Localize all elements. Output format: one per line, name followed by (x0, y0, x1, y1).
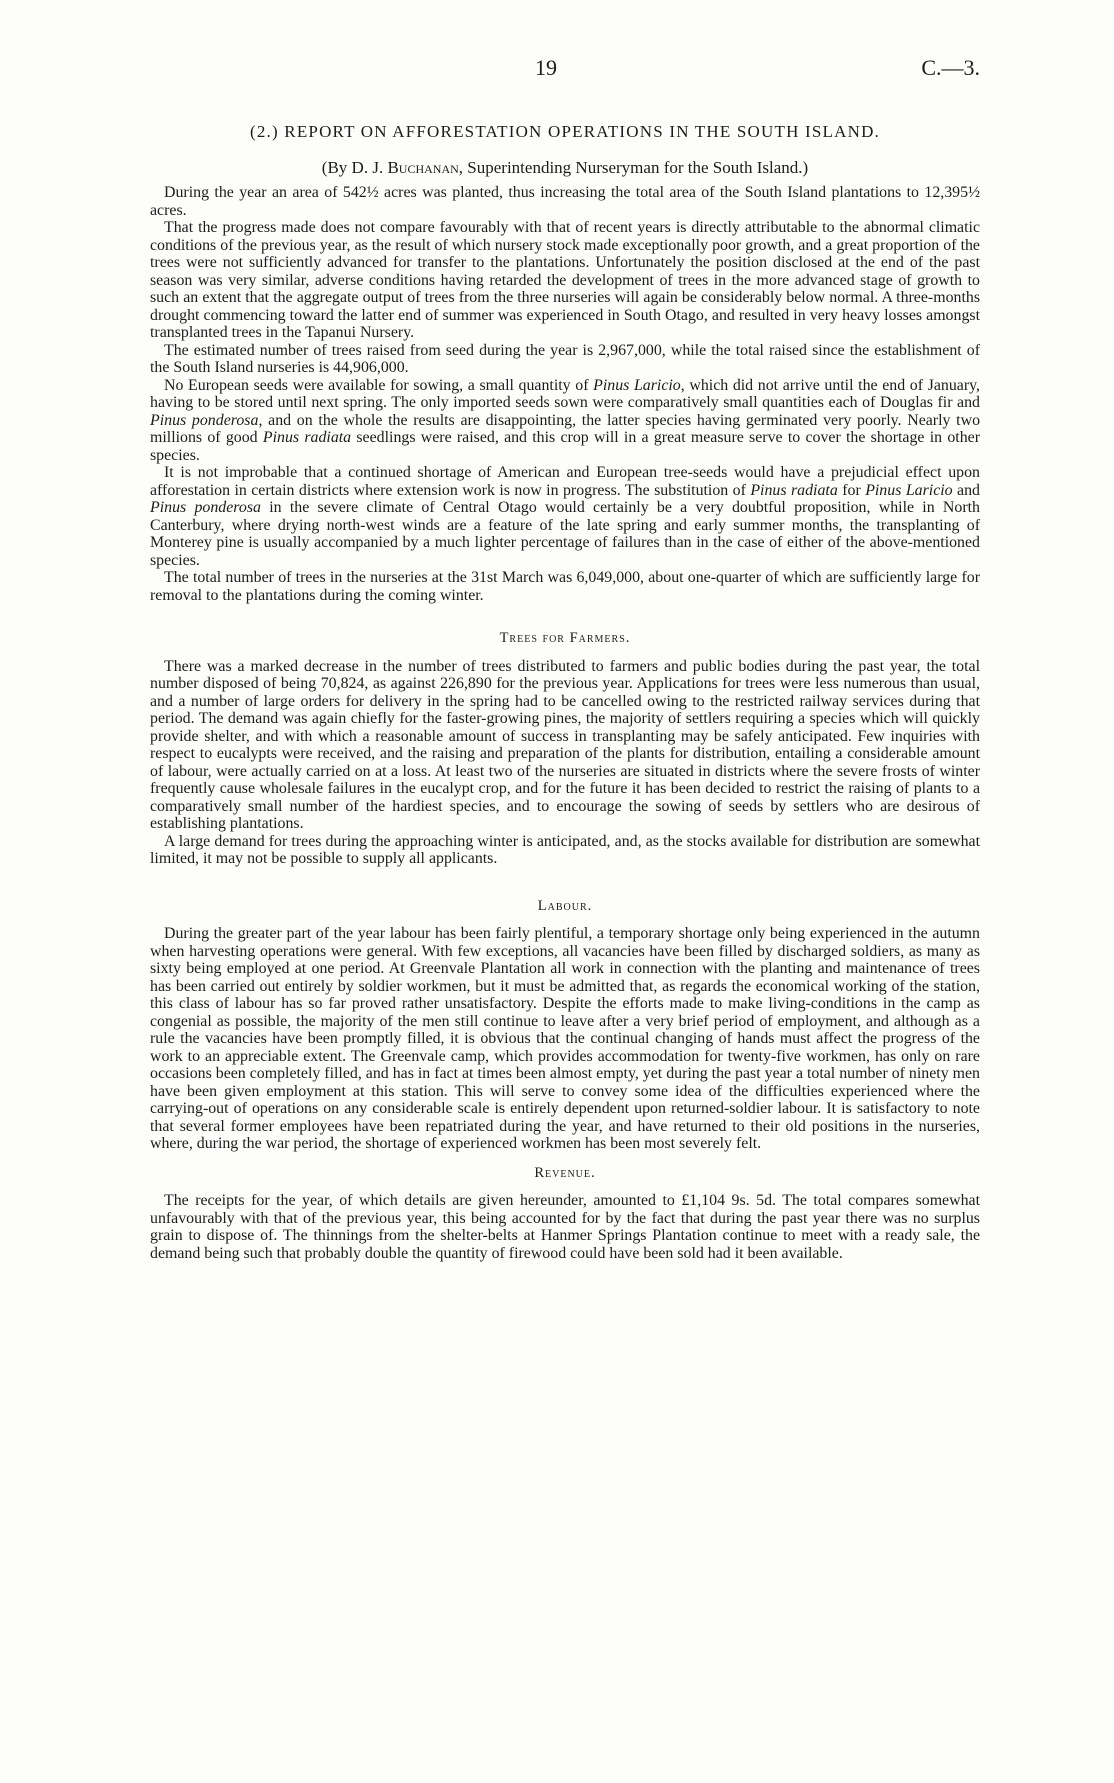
text-run: and (952, 481, 981, 499)
trees-paragraph-2: A large demand for trees during the approaching winter is anticipated, and, as the stocks available for distribution are somewhat limited, it may not be possible to supply all applicants. (150, 832, 980, 867)
section-heading-labour: Labour. (537, 897, 593, 914)
intro-paragraph-4 (150, 377, 980, 465)
document-reference: C.—3. (921, 55, 980, 80)
author-name: Buchanan (387, 158, 459, 177)
species-name: Pinus ponderosa (150, 411, 259, 429)
text-run: seedlings were raised, and this crop will in a great measure serve to cover the shortage in other species. (150, 429, 981, 464)
text-run: for (837, 481, 866, 499)
page-header (150, 55, 980, 85)
text-run: , and on the whole the results are disappointing, the latter species having germinated very poorly. Nearly two millions of good (150, 411, 981, 446)
report-body (150, 184, 980, 1262)
trees-paragraph-1: There was a marked decrease in the number of trees distributed to farmers and public bodies during the past year, the total number disposed of being 70,824, as against 226,890 for the previous year. Applications for trees were less numerous than usual, and a number of large orders for delivery in the spring had to be cancelled owing to the restricted railway services during that period. The demand was again chiefly for the faster-growing pines, the majority of settlers requiring a species which will quickly provide shelter, and with which a reasonable amount of success in transplanting may be safely anticipated. Few inquiries with respect to eucalypts were received, and the raising and preparation of the plants for distribution, entailing a considerable amount of labour, were actually carried on at a loss. At least two of the nurseries are situated in districts where the severe frosts of winter frequently cause wholesale failures in the eucalypt crop, and for the future it has been decided to restrict the raising of plants to a comparatively small number of the hardiest species, and to encourage the sowing of seeds by settlers who are desirous of establishing plantations. (150, 657, 980, 832)
intro-paragraph-6: The total number of trees in the nurseries at the 31st March was 6,049,000, about one-quarter of which are sufficiently large for removal to the plantations during the coming winter. (150, 569, 980, 604)
text-run: in the severe climate of Central Otago would certainly be a very doubtful proposition, while in North Canterbury, where drying north-west winds are a feature of the late spring and early summer months, the transplanting of Monterey pine is usually accompanied by a much lighter percentage of failures than in the case of either of the above-mentioned species. (150, 499, 981, 569)
section-heading-trees-for-farmers: Trees for Farmers. (499, 630, 631, 646)
labour-paragraph-1: During the greater part of the year labour has been fairly plentiful, a temporary shortage only being experienced in the autumn when harvesting operations were general. With few exceptions, all vacancies have been filled by discharged soldiers, as many as sixty being employed at one period. At Greenvale Plantation all work in connection with the planting and maintenance of trees has been carried out entirely by soldier workmen, but it must be admitted that, as regards the economical working of the station, this class of labour has so far proved rather unsatisfactory. Despite the efforts made to make living-conditions in the camp as congenial as possible, the majority of the men still continue to leave after a very brief period of employment, and although as a rule the vacancies have been promptly filled, it is obvious that the continual changing of hands must affect the progress of the work to an appreciable extent. The Greenvale camp, which provides accommodation for twenty-five workmen, has only on rare occasions been completely filled, and has in fact at times been almost empty, yet during the past year a total number of ninety men have been given employment at this station. This will serve to convey some idea of the difficulties experienced where the carrying-out of operations on any considerable scale is entirely dependent upon returned-soldier labour. It is satisfactory to note that several former employees have been repatriated during the year, and have returned to their old positions in the nurseries, where, during the war period, the shortage of experienced workmen has been most severely felt. (150, 925, 980, 1152)
intro-paragraph-5 (150, 464, 980, 569)
species-name: Pinus radiata (262, 429, 352, 446)
report-title: (2.) REPORT ON AFFORESTATION OPERATIONS IN THE SOUTH ISLAND. (249, 122, 881, 141)
intro-paragraph-2: That the progress made does not compare favourably with that of recent years is directly attributable to the abnormal climatic conditions of the previous year, as the result of which nursery stock made exceptionally poor growth, and a great proportion of the trees were not sufficiently advanced for transfer to the plantations. Unfortunately the position disclosed at the end of the past season was very similar, adverse conditions having retarded the development of trees in the more advanced stage of growth to such an extent that the aggregate output of trees from the three nurseries will again be considerably below normal. A three-months drought commencing toward the latter end of summer was experienced in South Otago, and resulted in very heavy losses amongst transplanted trees in the Tapanui Nursery. (150, 219, 980, 341)
revenue-paragraph-1: The receipts for the year, of which details are given hereunder, amounted to £1,104 9s. 5d. The total compares somewhat unfavourably with that of the previous year, this being accounted for by the fact that during the past year there was no surplus grain to dispose of. The thinnings from the shelter-belts at Hanmer Springs Plantation continue to meet with a ready sale, the demand being such that probably double the quantity of firewood could have been sold had it been available. (150, 1192, 980, 1262)
species-name: Pinus Laricio (593, 376, 681, 394)
byline-prefix: (By D. J. (321, 158, 388, 177)
intro-paragraph-1: During the year an area of 542½ acres was planted, thus increasing the total area of the South Island plantations to 12,395½ acres. (150, 184, 980, 219)
intro-paragraph-3: The estimated number of trees raised from seed during the year is 2,967,000, while the total raised since the establishment of the South Island nurseries is 44,906,000. (150, 341, 980, 376)
text-run: It is not improbable that a continued shortage of American and European tree-seeds would have a prejudicial effect upon afforestation in certain districts where extension work is now in progress. The substitution of (150, 464, 980, 499)
page-number: 19 (535, 55, 557, 80)
text-run: , which did not arrive until the end of January, having to be stored until next spring. The only imported seeds sown were comparatively small quantities each of Douglas fir and (150, 376, 980, 411)
species-name: Pinus radiata (750, 481, 838, 499)
section-heading-revenue: Revenue. (534, 1164, 596, 1181)
text-run: No European seeds were available for sowing, a small quantity of (164, 376, 594, 394)
report-byline (150, 158, 980, 178)
species-name: Pinus ponderosa (150, 499, 261, 516)
species-name: Pinus Laricio (865, 481, 953, 499)
byline-suffix: , Superintending Nurseryman for the South Island.) (458, 158, 809, 177)
